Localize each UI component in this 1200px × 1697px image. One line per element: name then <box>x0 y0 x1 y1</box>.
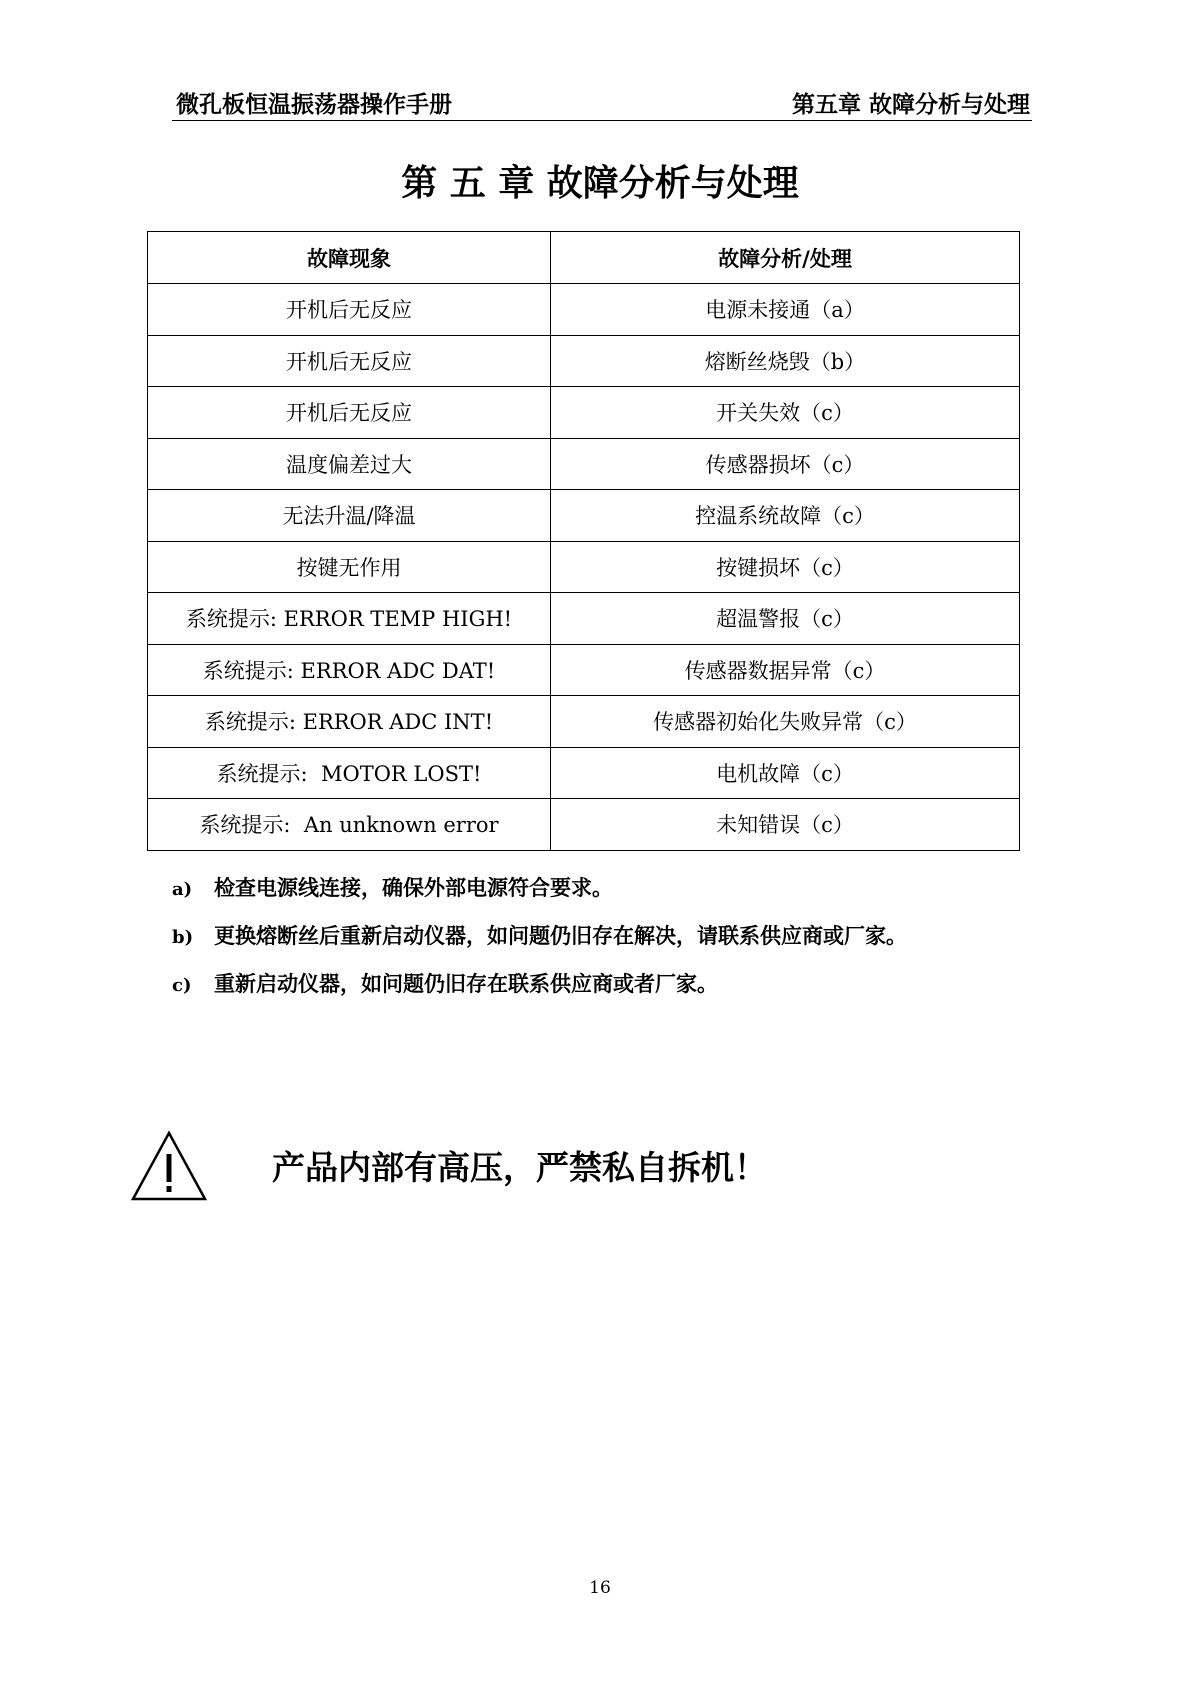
page-header <box>172 84 1032 121</box>
table-row <box>148 799 1020 851</box>
symptom-cell: 系统提示: MOTOR LOST! <box>148 747 551 799</box>
analysis-cell: 按键损坏（c） <box>551 541 1020 593</box>
symptom-cell: 系统提示: ERROR TEMP HIGH! <box>148 593 551 645</box>
analysis-cell: 熔断丝烧毁（b） <box>551 335 1020 387</box>
analysis-cell: 开关失效（c） <box>551 387 1020 439</box>
table-row <box>148 644 1020 696</box>
symptom-cell: 无法升温/降温 <box>148 490 551 542</box>
table-row <box>148 593 1020 645</box>
analysis-cell: 超温警报（c） <box>551 593 1020 645</box>
analysis-cell: 传感器数据异常（c） <box>551 644 1020 696</box>
table-row <box>148 284 1020 336</box>
table-header-row <box>148 232 1020 284</box>
column-header-analysis: 故障分析/处理 <box>551 232 1020 284</box>
note-item <box>172 872 1052 920</box>
chapter-title: 第 五 章 故障分析与处理 <box>401 163 799 204</box>
table-row <box>148 541 1020 593</box>
analysis-cell: 未知错误（c） <box>551 799 1020 851</box>
fault-table <box>147 231 1020 851</box>
warning-text: 产品内部有高压，严禁私自拆机！ <box>272 1148 767 1187</box>
page-number: 16 <box>589 1578 611 1598</box>
high-voltage-warning <box>130 1130 1030 1210</box>
chapter-header: 第五章 故障分析与处理 <box>791 92 1030 118</box>
table-row <box>148 490 1020 542</box>
note-marker: b) <box>172 927 194 948</box>
note-text: 检查电源线连接，确保外部电源符合要求。 <box>214 876 613 900</box>
note-text: 重新启动仪器，如问题仍旧存在联系供应商或者厂家。 <box>214 972 718 996</box>
analysis-cell: 传感器损坏（c） <box>551 438 1020 490</box>
note-item <box>172 920 1052 968</box>
table-row <box>148 387 1020 439</box>
analysis-cell: 电机故障（c） <box>551 747 1020 799</box>
note-text: 更换熔断丝后重新启动仪器，如问题仍旧存在解决，请联系供应商或厂家。 <box>214 924 907 948</box>
column-header-symptom: 故障现象 <box>148 232 551 284</box>
symptom-cell: 系统提示: ERROR ADC DAT! <box>148 644 551 696</box>
symptom-cell: 按键无作用 <box>148 541 551 593</box>
notes-list <box>172 872 1052 1016</box>
warning-triangle-icon <box>130 1130 208 1202</box>
symptom-cell: 开机后无反应 <box>148 335 551 387</box>
table-row <box>148 335 1020 387</box>
note-marker: a) <box>172 879 193 900</box>
symptom-cell: 系统提示: An unknown error <box>148 799 551 851</box>
symptom-cell: 开机后无反应 <box>148 284 551 336</box>
symptom-cell: 开机后无反应 <box>148 387 551 439</box>
manual-title: 微孔板恒温振荡器操作手册 <box>176 92 452 118</box>
analysis-cell: 电源未接通（a） <box>551 284 1020 336</box>
symptom-cell: 温度偏差过大 <box>148 438 551 490</box>
table-row <box>148 696 1020 748</box>
note-marker: c) <box>172 975 192 996</box>
note-item <box>172 968 1052 1016</box>
analysis-cell: 控温系统故障（c） <box>551 490 1020 542</box>
symptom-cell: 系统提示: ERROR ADC INT! <box>148 696 551 748</box>
table-row <box>148 747 1020 799</box>
table-row <box>148 438 1020 490</box>
analysis-cell: 传感器初始化失败异常（c） <box>551 696 1020 748</box>
